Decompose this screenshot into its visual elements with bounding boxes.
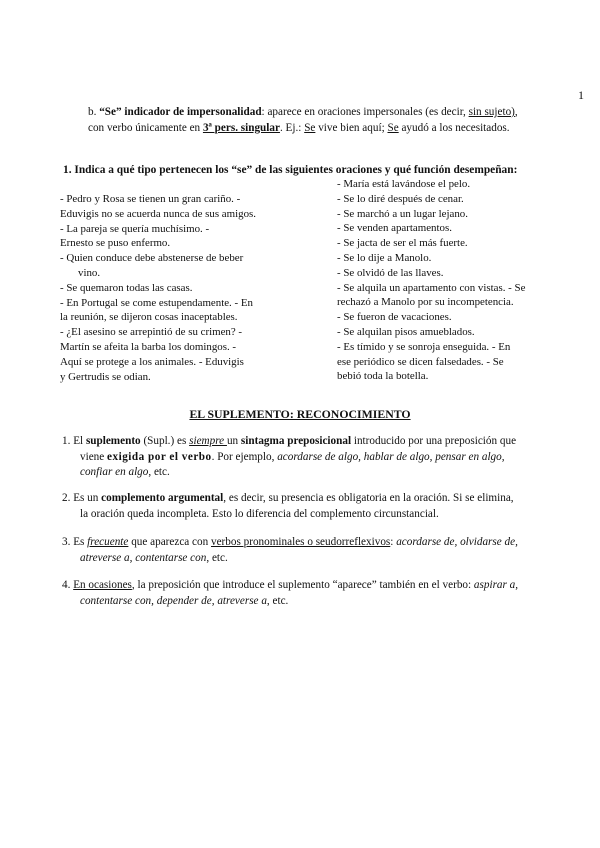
exercise-line: ese periódico se dicen falsedades. - Se <box>337 355 504 368</box>
text: viene <box>80 450 108 463</box>
text: , etc. <box>206 551 228 564</box>
section-b-line-1 <box>88 104 558 120</box>
exercise-line: la reunión, se dijeron cosas inaceptables. <box>60 311 238 324</box>
exercise-heading: 1. Indica a qué tipo pertenecen los “se” de las siguientes oraciones y qué función desempeñan: <box>63 164 518 176</box>
text: (Supl.) es <box>140 435 190 447</box>
exercise-line: - Se fueron de vacaciones. <box>337 311 452 324</box>
section-b-underline-se: Se <box>304 122 316 134</box>
examples: contentarse con, depender de, atreverse a <box>80 594 267 607</box>
section-b-prefix: b. <box>88 106 100 118</box>
text: , etc. <box>266 594 289 607</box>
exercise-line: - En Portugal se come estupendamente. - En <box>60 296 253 309</box>
section-b-term: “Se” indicador de impersonalidad <box>99 106 262 118</box>
term-sintagma: sintagma preposicional <box>240 435 352 447</box>
text: que aparezca con <box>128 536 211 548</box>
examples: confiar en algo <box>80 466 149 479</box>
term-exigida: exigida por el verbo <box>107 450 212 463</box>
exercise-line: - Se alquilan pisos amueblados. <box>337 325 475 338</box>
examples: aspirar a, <box>473 579 519 591</box>
section-b-text: : aparece en oraciones impersonales (es decir, <box>261 106 469 118</box>
exercise-line: y Gertrudis se odian. <box>60 370 151 383</box>
term-complemento-argumental: complemento argumental <box>101 492 224 504</box>
section-b-text: vive bien aquí; <box>315 122 388 134</box>
text: introducido por una preposición que <box>351 435 517 447</box>
suplemento-point-1 <box>62 434 558 481</box>
exercise-line: - Quien conduce debe abstenerse de beber <box>60 252 244 265</box>
exercise-line: - La pareja se quería muchísimo. - <box>60 222 210 235</box>
section-b-text: , <box>514 106 518 118</box>
point-line <box>62 535 558 551</box>
exercise-right-column <box>337 177 555 384</box>
text: un <box>226 435 241 447</box>
exercise-line: - María está lavándose el pelo. <box>337 178 471 190</box>
text: , es decir, su presencia es obligatoria en la oración. Si se elimina, <box>223 492 514 504</box>
exercise-line: Aquí se protege a los animales. - Eduvigis <box>60 355 244 368</box>
term-suplemento: suplemento <box>85 435 141 447</box>
text: . Por ejemplo, <box>211 450 278 463</box>
term-siempre: siempre <box>189 435 227 447</box>
text: : <box>390 536 397 548</box>
exercise-line: Eduvigis no se acuerda nunca de sus amigos. <box>60 207 256 220</box>
point-line <box>62 491 558 507</box>
point-line <box>62 594 558 610</box>
exercise-line: - Se olvidó de las llaves. <box>337 266 444 279</box>
text: 1. El <box>62 435 86 447</box>
suplemento-point-2 <box>62 491 558 522</box>
point-line <box>62 551 558 567</box>
section-b-text: ayudó a los necesitados. <box>398 122 510 134</box>
text: 4. <box>62 579 74 591</box>
term-verbos-pronominales: verbos pronominales o seudorreflexivos <box>211 536 391 548</box>
examples: atreverse a, contentarse con <box>80 551 207 564</box>
text: , la preposición que introduce el suplemento “aparece” también en el verbo: <box>131 579 474 591</box>
suplemento-point-3 <box>62 535 558 566</box>
term-en-ocasiones: En ocasiones <box>73 579 132 591</box>
exercise-line: - Se jacta de ser el más fuerte. <box>337 237 468 250</box>
section-b-underline-sin-sujeto: sin sujeto) <box>468 106 515 118</box>
text: 3. Es <box>62 536 88 548</box>
exercise-line: - ¿El asesino se arrepintió de su crimen? - <box>60 326 243 339</box>
exercise-line: rechazó a Manolo por su incompetencia. <box>337 296 514 309</box>
exercise-line: vino. <box>78 266 101 279</box>
exercise-line: - Pedro y Rosa se tienen un gran cariño. - <box>60 193 241 205</box>
exercise-line: - Se marchó a un lugar lejano. <box>337 207 468 220</box>
text: 2. Es un <box>62 492 102 504</box>
exercise-line: Ernesto se puso enfermo. <box>60 237 171 250</box>
section-b-text: . Ej.: <box>279 122 305 134</box>
exercise-line: bebió toda la botella. <box>337 370 429 383</box>
point-line <box>62 450 558 466</box>
suplemento-point-4 <box>62 578 558 609</box>
point-line <box>62 578 558 594</box>
exercise-left-column <box>60 192 292 384</box>
exercise-line: - Se venden apartamentos. <box>337 222 452 235</box>
section-b-underline-3rd-person: 3ª pers. singular <box>202 122 280 134</box>
section-b-line-2 <box>88 120 558 136</box>
examples: acordarse de, olvidarse de, <box>396 536 518 548</box>
section-b-text: con verbo únicamente en <box>88 122 203 134</box>
text: la oración queda incompleta. Esto lo diferencia del complemento circunstancial. <box>80 507 439 520</box>
exercise-line: - Es tímido y se sonroja enseguida. - En <box>337 340 511 353</box>
exercise-line: Martín se afeita la barba los domingos. - <box>60 340 237 353</box>
examples: acordarse de algo, hablar de algo, pensar en algo, <box>277 450 505 463</box>
point-line <box>62 507 558 523</box>
section-b-underline-se: Se <box>387 122 399 134</box>
page-number: 1 <box>578 88 584 102</box>
point-line <box>62 465 558 481</box>
text: , etc. <box>148 466 170 479</box>
exercise-line: - Se lo dije a Manolo. <box>337 251 432 264</box>
exercise-line: - Se quemaron todas las casas. <box>60 281 193 294</box>
impersonal-se-section <box>88 104 558 136</box>
term-frecuente: frecuente <box>87 536 129 548</box>
point-line <box>62 434 558 450</box>
section-title: EL SUPLEMENTO: RECONOCIMIENTO <box>189 407 411 421</box>
exercise-line: - Se alquila un apartamento con vistas. - Se <box>337 281 526 294</box>
exercise-line: - Se lo diré después de cenar. <box>337 192 464 205</box>
